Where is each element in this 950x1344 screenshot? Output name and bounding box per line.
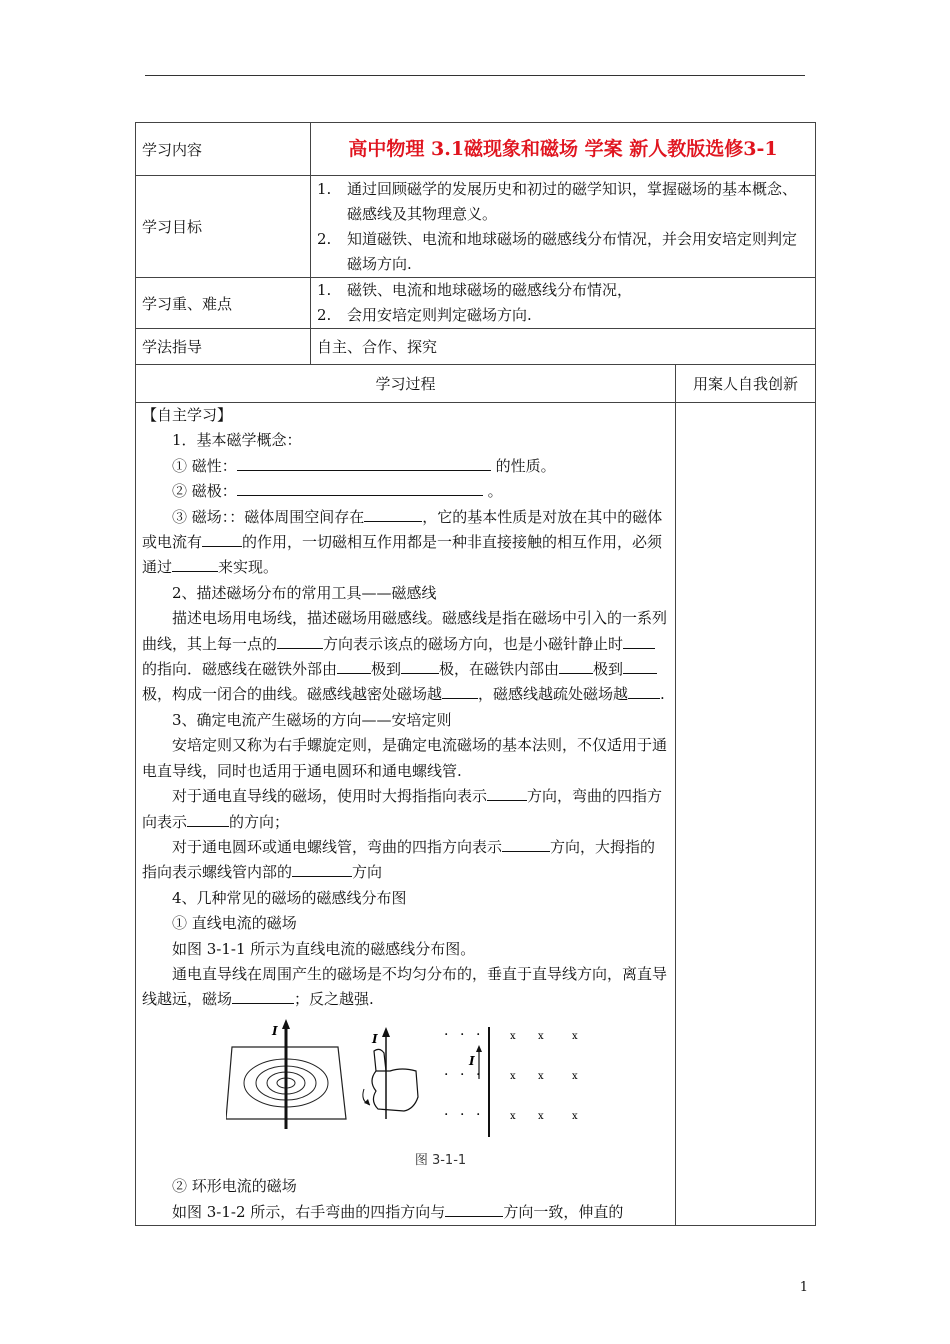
solenoid-para: 对于通电圆环或通电螺线管，弯曲的四指方向表示 方向，大拇指的指向表示螺线管内部的 方向 [142,837,656,882]
field-dot: · [475,1066,480,1083]
q4b-heading: ② 环形电流的磁场 [172,1177,297,1196]
row-process [136,403,816,1226]
field-cross: x [571,1030,578,1042]
straight-current-field-diagram [226,1019,586,1144]
field-dot: · [459,1066,464,1083]
field-cross: x [537,1070,544,1082]
row-key-points [136,278,816,329]
straight-field-para: 通电直导线在周围产生的磁场是不均匀分布的，垂直于直导线方向，离直导线越远，磁场 ；反之越强. [142,964,668,1009]
row-content [136,123,816,176]
field-cross: x [509,1110,516,1122]
thumb-outline [374,1049,386,1071]
field-cross: x [537,1110,544,1122]
goals-list [311,176,816,278]
hand-outline [372,1069,418,1111]
arrow-up-icon [476,1045,482,1052]
row-method [136,329,816,365]
section-heading: 【自主学习】 [142,406,233,424]
field-cross: x [571,1110,578,1122]
row-goals [136,176,816,278]
goal-item: 1. 通过回顾磁学的发展历史和初过的磁学知识，掌握磁场的基本概念、磁感线及其物理意义。 [317,179,798,223]
field-dot: · [443,1066,448,1083]
figure-intro: 如图 3-1-1 所示为直线电流的磁感线分布图。 [172,939,476,958]
current-label: I [271,1023,278,1038]
blank-inside-from[interactable] [559,659,593,674]
process-content [136,403,676,1226]
ampere-rule-para: 安培定则又称为右手螺旋定则，是确定电流磁场的基本法则，不仅适用于通电直导线，同时也适用于通电圆环和通电螺线管. [142,736,668,780]
row-headers [136,365,816,403]
dot-cross-field [444,1027,578,1123]
blank-inside-to[interactable] [623,659,657,674]
header-innovation: 用案人自我创新 [676,365,816,403]
field-cross: x [537,1030,544,1042]
q1-heading: 1．基本磁学概念： [172,431,302,450]
blank-north[interactable] [623,634,655,649]
blank-outside-to[interactable] [401,659,439,674]
blank-field-dir[interactable] [187,812,229,827]
header-process: 学习过程 [136,365,676,403]
page-number: 1 [799,1280,808,1295]
blank-ring-current[interactable] [445,1202,503,1217]
label-key-points: 学习重、难点 [136,278,311,329]
field-lines-para: 描述电场用电场线，描述磁场用磁感线。磁感线是指在磁场中引入的一系列曲线，其上每一点的 方向表示该点的磁场方向，也是小磁针静止时的指向．磁感线在磁铁外部由 极到 极，在磁铁内部由 极到极，构成一闭合的曲线。磁感线越密处磁场越 ，磁感线越疏处磁场越 . [142,609,668,704]
label-method: 学法指导 [136,329,311,365]
key-points-list [311,278,816,329]
blank-weaker[interactable] [232,989,294,1004]
blank-pole[interactable] [237,481,483,496]
arrow-up-icon [382,1027,390,1037]
blank-tangent[interactable] [277,634,323,649]
label-content: 学习内容 [136,123,311,176]
method-value: 自主、合作、探究 [311,329,816,365]
blank-sparse[interactable] [628,684,660,699]
field-cross: x [509,1030,516,1042]
q1b-line: ② 磁极： 。 [172,482,503,501]
blank-dense[interactable] [442,684,478,699]
arrow-up-icon [282,1019,290,1029]
blank-current-dir[interactable] [487,786,527,801]
q1a-line: ① 磁性： 的性质。 [172,456,556,475]
blank-solenoid-field[interactable] [292,862,352,877]
q2-heading: 2、描述磁场分布的常用工具——磁感线 [172,583,437,602]
label-goals: 学习目标 [136,176,311,278]
blank-medium[interactable] [172,557,218,572]
field-cross: x [571,1070,578,1082]
q4-heading: 4、几种常见的磁场的磁感线分布图 [172,888,407,907]
goal-item: 2. 知道磁铁、电流和地球磁场的磁感线分布情况，并会用安培定则判定磁场方向. [317,229,798,273]
key-item: 1. 磁铁、电流和地球磁场的磁感线分布情况， [317,281,633,299]
straight-wire-para: 对于通电直导线的磁场，使用时大拇指指向表示 方向，弯曲的四指方向表示 的方向； [142,787,663,831]
blank-solenoid-current[interactable] [502,837,550,852]
blank-force[interactable] [202,532,242,547]
field-dot: · [459,1106,464,1123]
document-title: 高中物理 3.1磁现象和磁场 学案 新人教版选修3-1 [311,123,816,176]
figure-caption: 图 3-1-1 [414,1153,467,1169]
ring-current-para: 如图 3-1-2 所示，右手弯曲的四指方向与 方向一致，伸直的 [172,1202,624,1221]
q3-heading: 3、确定电流产生磁场的方向——安培定则 [172,710,452,729]
field-dot: · [443,1026,448,1043]
study-plan-table [135,122,816,1226]
field-dot: · [443,1106,448,1123]
blank-magnetism[interactable] [237,456,491,471]
figure-3-1-1 [142,1019,669,1170]
current-label: I [371,1031,378,1046]
header-rule [145,75,805,76]
field-cross: x [509,1070,516,1082]
blank-outside-from[interactable] [337,659,371,674]
blank-field-exists[interactable] [364,507,422,522]
current-label: I [468,1053,475,1068]
q1c-para: ③ 磁场：：磁体周围空间存在 ，它的基本性质是对放在其中的磁体或电流有 的作用，一切磁相互作用都是一种非直接接触的相互作用，必须通过 来实现。 [142,507,663,577]
key-item: 2. 会用安培定则判定磁场方向. [317,306,532,324]
field-dot: · [475,1106,480,1123]
q4a-heading: ① 直线电流的磁场 [172,914,297,933]
field-dot: · [459,1026,464,1043]
innovation-column [676,403,816,1226]
field-dot: · [475,1026,480,1043]
